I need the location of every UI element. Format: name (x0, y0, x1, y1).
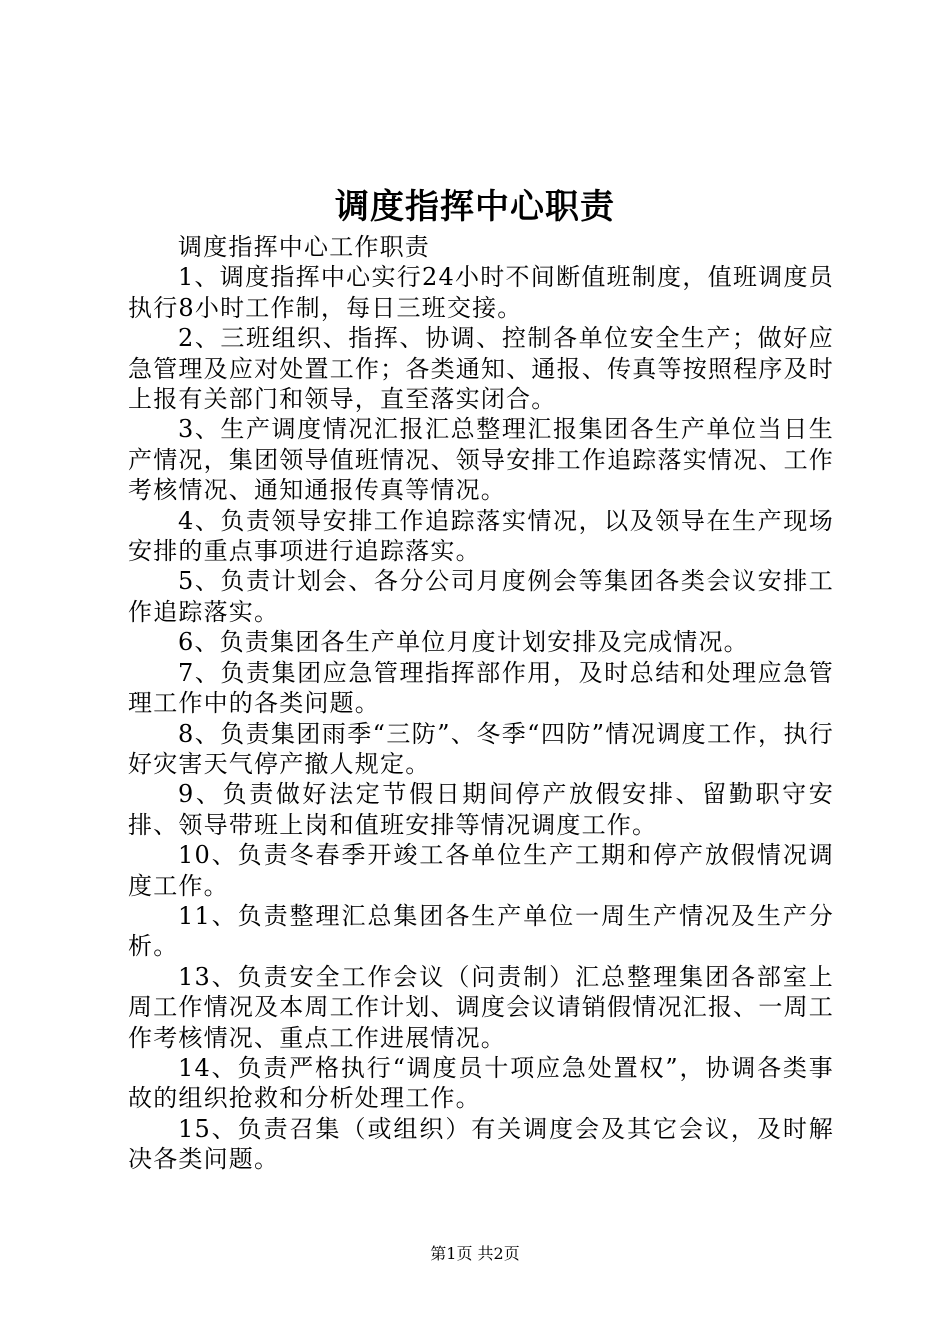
duty-item-13: 13、负责安全工作会议（问责制）汇总整理集团各部室上周工作情况及本周工作计划、调度会议请销假情况汇报、一周工作考核情况、重点工作进展情况。 (128, 962, 834, 1052)
section-heading: 调度指挥中心工作职责 (178, 233, 430, 261)
document-body (128, 232, 834, 1175)
duty-item-14: 14、负责严格执行“调度员十项应急处置权”，协调各类事故的组织抢救和分析处理工作。 (128, 1053, 834, 1113)
duty-item-10: 10、负责冬春季开竣工各单位生产工期和停产放假情况调度工作。 (128, 841, 834, 900)
duty-item-15: 15、负责召集（或组织）有关调度会及其它会议，及时解决各类问题。 (128, 1114, 834, 1174)
duty-item-6: 6、负责集团各生产单位月度计划安排及完成情况。 (178, 628, 749, 657)
duty-item-8: 8、负责集团雨季“三防”、冬季“四防”情况调度工作，执行好灾害天气停产撤人规定。 (128, 719, 834, 778)
page-number: 第1页 共2页 (430, 1244, 520, 1263)
duty-item-4: 4、负责领导安排工作追踪落实情况，以及领导在生产现场安排的重点事项进行追踪落实。 (128, 506, 834, 566)
document-title: 调度指挥中心职责 (335, 187, 615, 227)
duty-item-2: 2、三班组织、指挥、协调、控制各单位安全生产；做好应急管理及应对处置工作；各类通知、通报、传真等按照程序及时上报有关部门和领导，直至落实闭合。 (128, 324, 834, 414)
duty-item-5: 5、负责计划会、各分公司月度例会等集团各类会议安排工作追踪落实。 (128, 567, 834, 626)
duty-item-9: 9、负责做好法定节假日期间停产放假安排、留勤职守安排、领导带班上岗和值班安排等情况调度工作。 (128, 780, 834, 839)
duty-item-3: 3、生产调度情况汇报汇总整理汇报集团各生产单位当日生产情况，集团领导值班情况、领导安排工作追踪落实情况、工作考核情况、通知通报传真等情况。 (128, 415, 834, 505)
duty-item-11: 11、负责整理汇总集团各生产单位一周生产情况及生产分析。 (128, 901, 834, 961)
duty-item-7: 7、负责集团应急管理指挥部作用，及时总结和处理应急管理工作中的各类问题。 (128, 658, 834, 718)
duty-item-1: 1、调度指挥中心实行24小时不间断值班制度，值班调度员执行8小时工作制，每日三班交接。 (128, 263, 834, 322)
